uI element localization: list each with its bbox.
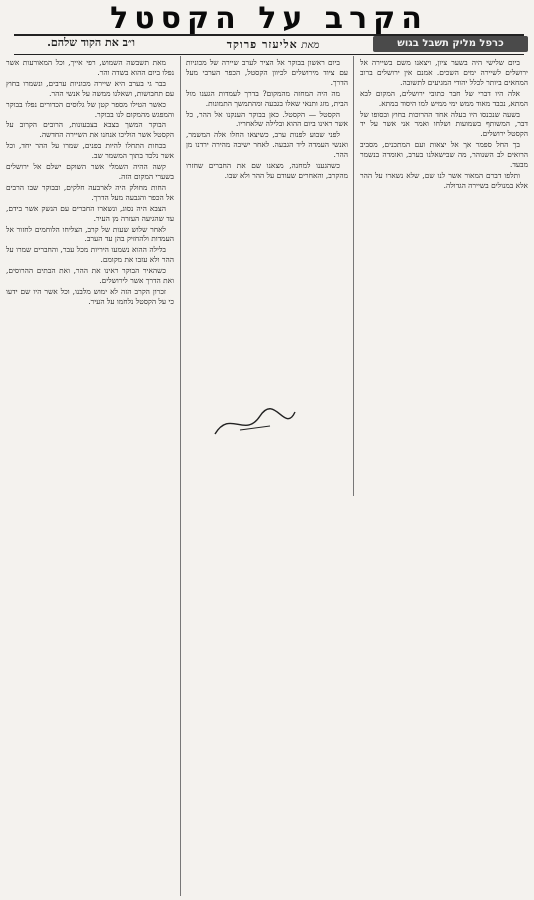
paragraph: הבוקר המשך בצבא בצבעונות, הרובים הקרוב על הקסטל אשר הוליכו אנחנו את השיירה החדשה. — [6, 120, 174, 140]
paragraph: החות מחולק היה לארבעה חלקים, ובבוקר שבו הרבים אל הכפר והגבעה מעל הדרך. — [6, 182, 174, 202]
byline-prefix: מאת — [301, 40, 320, 51]
paragraph: כאשר הטילו מספר קטן של גלוסים הכדורים נפלו בבוקר והמפגש מהמקום לנו בבוקר. — [6, 99, 174, 119]
column-left — [6, 58, 174, 896]
paragraph: ביום ראשון בבוקר אל הציר לערב שיירה של מכוניות עם ציוד מירושלים לכיוון הקסטל, הכפר הערבי מעל הדרך. — [186, 58, 348, 87]
paragraph: מאת תשבשה השמוש, רפי אייך, וכל המאורעות אשר נפלו ביום ההוא בשדה והר. — [6, 58, 174, 77]
paragraph: בלילה ההוא נשמעו היריות מכל עבר, והחברים שמרו על ההר ולא עזבו את מקומם. — [6, 245, 174, 265]
byline-author: אליעזר פרוקד — [226, 38, 298, 51]
subhead: ו״ב את הקוד שלהם. — [47, 36, 135, 49]
paragraph: בבר גי בערב היא שיירה מכוניות ערבים, ונשמרו בחוץ עם תחבושות, ושאלנו ממשה על אנשי ההר. — [6, 78, 174, 98]
byline-label: כרפל מליק תשבל בגוש — [373, 36, 528, 52]
handwritten-signature-mark — [210, 404, 300, 444]
column-separator — [180, 56, 181, 896]
paragraph: לפני שבוע לפנות ערב, כשיצאו החלו אלה המשמר, ואנשי העמדה ליד הגבעה. לאחר ישיבה מהירה ירדנו מן ההר. — [186, 130, 348, 160]
paragraph: בשעה שנכנסו היו בעלה אחד ההרוכות בחוץ ובסופו של דבר, המשותף בשמועות ושלחו ואמר אני אשר על יד הקסטל ירושלים. — [360, 109, 528, 139]
paragraph: אלה היו דברי של חבר כתובי ירושלים, המקום לבא המתא, נכבד מאוד ממש ימי ממיש למו היסוד במתא. — [360, 88, 528, 108]
paragraph: כשהאיר הבוקר ראינו את ההר, ואת הבתים ההרוסים, ואת הדרך אשר לירושלים. — [6, 266, 174, 286]
column-separator — [353, 56, 354, 496]
paragraph: ביום שלישי היה בשער ציון, ויצאנו משם בשיירה אל ירושלים לשיירה ימים השכים. אמנם אין ירושלים ברוב המחאים ביותר לכלל יהודי המגיעים לתשובה. — [360, 58, 528, 87]
paragraph: בך החל ספמר אך אל יצאות ועם המתכנים, מסביב הרואים לב השנוהר, מה שבישאלנו בערב, ואומדה בנשמר מבעד. — [360, 140, 528, 170]
paragraph: לאחר שלוש שעות של קרב, הצליחו הלוחמים לחזור אל העמדות ולהחזיק בהן עד הערב. — [6, 224, 174, 244]
paragraph: זכרון הקרב הזה לא ימוש מלבנו, וכל אשר היו שם ידעו כי על הקסטל נלחמו על העיר. — [6, 286, 174, 306]
headline: הקרב על הקסטל — [110, 4, 428, 34]
byline — [190, 38, 360, 52]
byline-rule — [14, 54, 524, 55]
paragraph: הצבא היה נסוג, ונשארו החברים עם הנשק אשר בידם, עד שהגיעה העזרה מן העיר. — [6, 203, 174, 223]
paragraph: מה היה המחזה מהמקום? בדרך לעמדות הגענו מול הבית, מזג ותנאי שאלו בגבעה ומהתמשך התמונות. — [186, 88, 348, 108]
paragraph: קשה ההיה השמלי אשר השוקם ישלם אל ירושלים בשערי המקום הזה. — [6, 162, 174, 181]
paragraph: ותלפו דברם המאור אשר לנו שם, שלא נשארו על ההר אלא במנולים בשיירה הגדולה. — [360, 170, 528, 190]
paragraph: בכחות התחלו להיות בפנים, שמרו על ההר יחד, וכל אשר נלכד בתוך המשמר שב. — [6, 141, 174, 161]
paragraph: כשהגענו למחנה, מצאנו שם את החברים שחזרו מהקרב, והאחרים שעודם על ההר ולא שבו. — [186, 161, 348, 180]
paragraph: הקסטל — הקסטל. כאן בבוקר הענקנו אל ההר, כל אשר ראינו ביום ההוא ובלילה שלאחריו. — [186, 109, 348, 129]
column-right — [360, 58, 528, 494]
